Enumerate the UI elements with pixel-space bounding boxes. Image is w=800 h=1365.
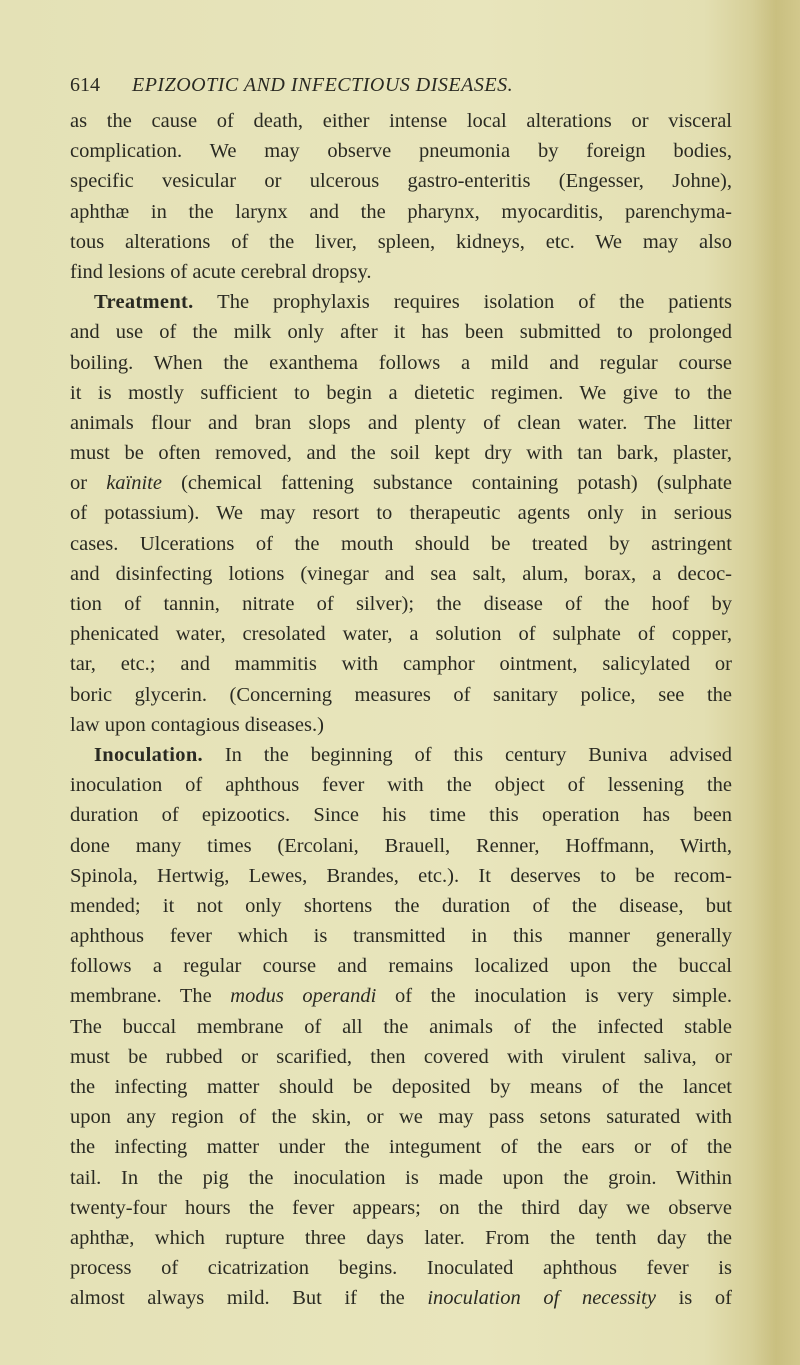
text-line	[70, 740, 732, 770]
text-line	[70, 891, 732, 921]
text-line	[70, 1253, 732, 1283]
text-run: The buccal membrane of all the animals of the infected stable	[70, 1015, 732, 1038]
text-run: twenty-four hours the fever appears; on the third day we observe	[70, 1196, 732, 1219]
text-run: In the beginning of this century Buniva advised	[202, 743, 732, 766]
text-line	[70, 166, 732, 196]
text-run: boiling. When the exanthema follows a mild and regular course	[70, 351, 732, 374]
text-run: as the cause of death, either intense local alterations or visceral	[70, 110, 732, 132]
text-run: aphthæ, which rupture three days later. From the tenth day the	[70, 1226, 732, 1249]
text-line	[70, 680, 732, 710]
text-line	[70, 197, 732, 227]
text-line	[70, 317, 732, 347]
text-line	[70, 1132, 732, 1162]
italic-text: inoculation of necessity	[427, 1287, 656, 1310]
text-line	[70, 831, 732, 861]
text-run: tail. In the pig the inoculation is made upon the groin. Within	[70, 1166, 732, 1189]
text-run: specific vesicular or ulcerous gastro-enteritis (Engesser, Johne),	[70, 170, 732, 193]
text-line	[70, 348, 732, 378]
section-heading: Inoculation.	[94, 743, 203, 766]
text-run: of potassium). We may resort to therapeutic agents only in serious	[70, 502, 732, 525]
text-line	[70, 649, 732, 679]
italic-text: kaïnite	[106, 472, 162, 495]
page-body-text	[70, 106, 732, 1314]
text-run: mended; it not only shortens the duration of the disease, but	[70, 894, 732, 917]
text-line	[70, 378, 732, 408]
text-run: inoculation of aphthous fever with the object of lessening the	[70, 774, 732, 797]
text-run: it is mostly sufficient to begin a dietetic regimen. We give to the	[70, 381, 732, 404]
text-line	[70, 257, 732, 287]
text-line	[70, 287, 732, 317]
text-line	[70, 559, 732, 589]
text-run: membrane. The	[70, 985, 231, 1008]
text-run: boric glycerin. (Concerning measures of sanitary police, see the	[70, 683, 732, 706]
text-run: done many times (Ercolani, Brauell, Renner, Hoffmann, Wirth,	[70, 834, 732, 857]
text-run: Spinola, Hertwig, Lewes, Brandes, etc.). It deserves to be recom-	[70, 864, 732, 887]
text-line	[70, 951, 732, 981]
text-run: or	[70, 472, 107, 495]
text-run: the infecting matter under the integument of the ears or of the	[70, 1136, 732, 1159]
running-header	[70, 74, 750, 102]
text-line	[70, 1072, 732, 1102]
text-run: (chemical fattening substance containing potash) (sulphate	[161, 472, 732, 495]
text-line	[70, 619, 732, 649]
text-line	[70, 136, 732, 166]
text-run: aphthous fever which is transmitted in this manner generally	[70, 925, 732, 948]
text-line	[70, 227, 732, 257]
text-line	[70, 1163, 732, 1193]
text-line	[70, 800, 732, 830]
text-line	[70, 468, 732, 498]
text-line	[70, 589, 732, 619]
text-line	[70, 1283, 732, 1313]
text-run: process of cicatrization begins. Inoculated aphthous fever is	[70, 1257, 732, 1280]
text-run: follows a regular course and remains localized upon the buccal	[70, 955, 732, 978]
text-run: cases. Ulcerations of the mouth should be treated by astringent	[70, 532, 732, 555]
text-run: duration of epizootics. Since his time this operation has been	[70, 804, 732, 827]
text-line	[70, 1223, 732, 1253]
text-run: of the inoculation is very simple.	[376, 985, 732, 1008]
text-run: tar, etc.; and mammitis with camphor ointment, salicylated or	[70, 653, 732, 676]
text-line	[70, 921, 732, 951]
text-line	[70, 106, 732, 136]
text-run: must be rubbed or scarified, then covered with virulent saliva, or	[70, 1045, 732, 1068]
text-line	[70, 408, 732, 438]
text-run: the infecting matter should be deposited by means of the lancet	[70, 1076, 732, 1098]
text-run: find lesions of acute cerebral dropsy.	[70, 260, 372, 283]
text-line	[70, 1042, 732, 1072]
text-run: is of	[655, 1287, 732, 1310]
text-run: The prophylaxis requires isolation of the patients	[193, 291, 732, 314]
text-run: must be often removed, and the soil kept dry with tan bark, plaster,	[70, 442, 732, 465]
text-run: tion of tannin, nitrate of silver); the disease of the hoof by	[70, 593, 732, 615]
text-line	[70, 1193, 732, 1223]
running-title: EPIZOOTIC AND INFECTIOUS DISEASES.	[132, 74, 514, 96]
italic-text: modus operandi	[230, 985, 377, 1008]
text-run: complication. We may observe pneumonia by foreign bodies,	[70, 140, 732, 163]
text-line	[70, 981, 732, 1011]
text-run: phenicated water, cresolated water, a solution of sulphate of copper,	[70, 623, 732, 646]
text-line	[70, 861, 732, 891]
text-line	[70, 438, 732, 468]
text-run: upon any region of the skin, or we may pass setons saturated with	[70, 1106, 732, 1129]
text-run: tous alterations of the liver, spleen, kidneys, etc. We may also	[70, 230, 732, 253]
text-line	[70, 1012, 732, 1042]
text-line	[70, 498, 732, 528]
page-number: 614	[70, 74, 100, 96]
text-line	[70, 1102, 732, 1132]
text-run: almost always mild. But if the	[70, 1287, 428, 1310]
text-run: aphthæ in the larynx and the pharynx, myocarditis, parenchyma-	[70, 200, 732, 223]
text-run: and use of the milk only after it has been submitted to prolonged	[70, 321, 732, 344]
text-run: animals flour and bran slops and plenty of clean water. The litter	[70, 411, 732, 434]
text-line	[70, 529, 732, 559]
section-heading: Treatment.	[94, 291, 194, 314]
text-run: law upon contagious diseases.)	[70, 713, 324, 736]
text-line	[70, 710, 732, 740]
text-run: and disinfecting lotions (vinegar and sea salt, alum, borax, a decoc-	[70, 562, 732, 585]
text-line	[70, 770, 732, 800]
